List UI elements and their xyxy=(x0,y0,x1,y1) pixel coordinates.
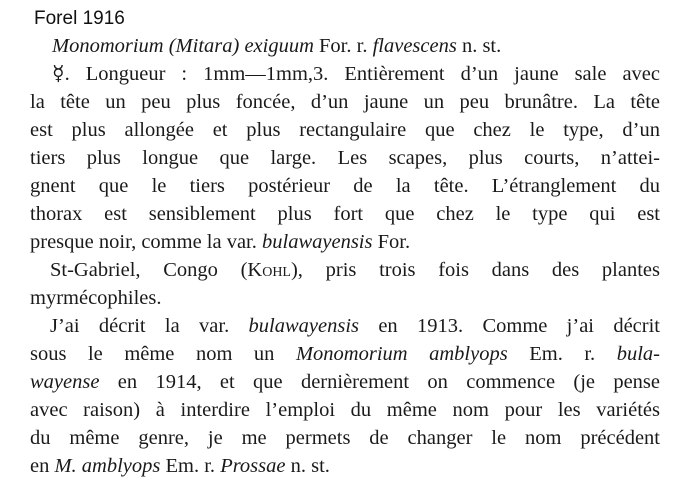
collector-name: Kohl xyxy=(247,259,291,281)
species-name: Monomorium (Mitara) exiguum xyxy=(52,35,314,57)
paragraph-line: thorax est sensiblement plus fort que chez le type qui est xyxy=(30,203,660,225)
paragraph-line: la tête un peu plus foncée, d’un jaune un peu brunâtre. La tête xyxy=(30,91,660,113)
paragraph-line: sous le même nom un Monomorium amblyops Em. r. bula- xyxy=(30,343,661,365)
paragraph-line: est plus allongée et plus rectangulaire que chez le type, d’un xyxy=(30,119,660,141)
paragraph-line: wayense en 1914, et que dernièrement on commence (je pense xyxy=(30,371,660,393)
paragraph-line: J’ai décrit la var. bulawayensis en 1913. Comme j’ai décrit xyxy=(50,315,660,337)
paragraph-line: presque noir, comme la var. bulawayensis For. xyxy=(30,231,411,253)
species-author: For. r. xyxy=(313,35,373,57)
status-suffix: n. st. xyxy=(456,35,502,57)
worker-sign: ☿ xyxy=(52,63,65,85)
body-text xyxy=(30,32,660,480)
species-title xyxy=(30,32,660,60)
paragraph-line: du même genre, je me permets de changer le nom précédent xyxy=(30,427,660,449)
paragraph-line: gnent que le tiers postérieur de la tête. L’étranglement du xyxy=(30,175,660,197)
source-label: Forel 1916 xyxy=(34,8,125,29)
paragraph-line: en M. amblyops Em. r. Prossae n. st. xyxy=(30,455,330,477)
paragraph-line: myrmécophiles. xyxy=(30,287,162,309)
paragraph-line: St-Gabriel, Congo (Kohl), pris trois fois dans des plantes xyxy=(50,259,660,281)
paragraph-line: tiers plus longue que large. Les scapes, plus courts, n’attei- xyxy=(30,147,660,169)
race-name: flavescens xyxy=(372,35,457,57)
paragraph-line: ☿. Longueur : 1mm—1mm,3. Entièrement d’un jaune sale avec xyxy=(52,63,660,85)
paragraph-line: avec raison) à interdire l’emploi du même nom pour les variétés xyxy=(30,399,660,421)
